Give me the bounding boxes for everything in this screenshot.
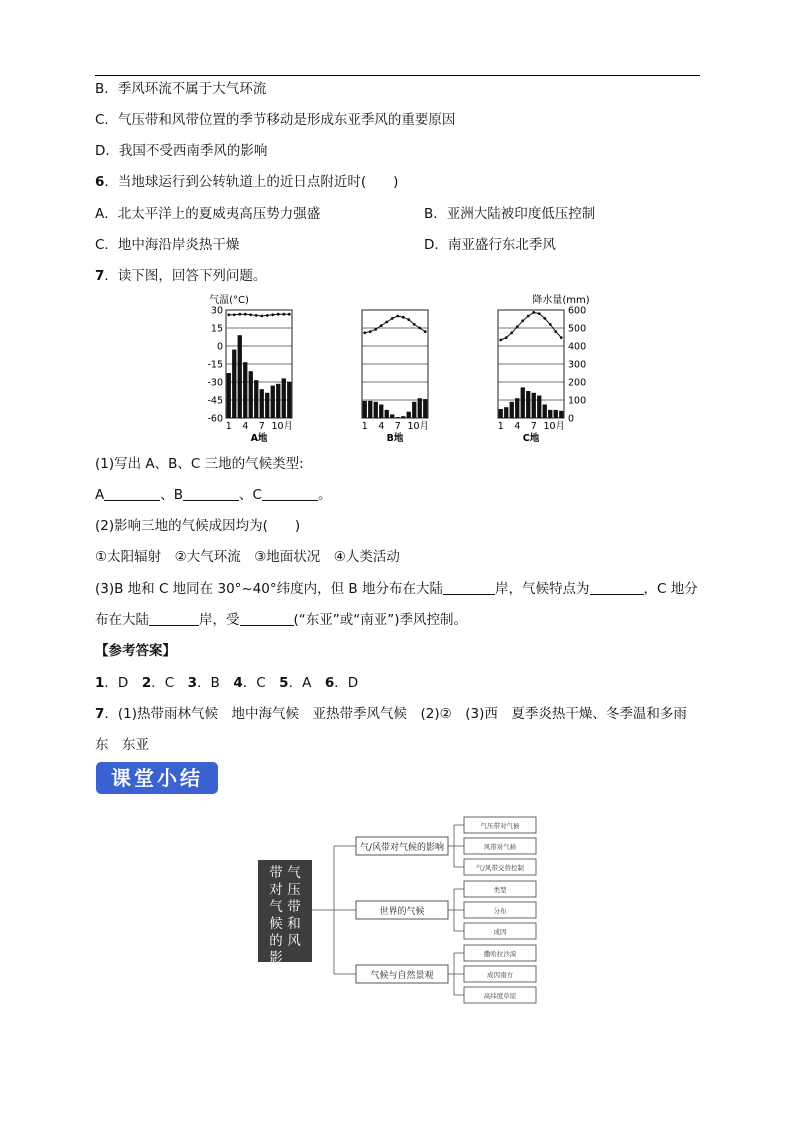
answer-value-6: ．D	[334, 675, 359, 691]
p3-text-e: 岸，受	[199, 612, 240, 628]
answer-number-4: 4	[233, 675, 243, 691]
temperature-point	[532, 311, 535, 314]
precipitation-bar	[559, 411, 563, 418]
blank-b-climate[interactable]	[590, 580, 644, 595]
temperature-point	[413, 323, 416, 326]
temperature-tick: 30	[210, 305, 223, 317]
answer-value-2: ．C	[151, 675, 188, 691]
q6-option-a: A．北太平洋上的夏威夷高压势力强盛	[95, 206, 321, 222]
temperature-tick: -60	[207, 413, 223, 425]
temperature-line	[501, 312, 562, 340]
temperature-point	[266, 314, 269, 317]
q7-part2: (2)影响三地的气候成因均为( )	[95, 518, 301, 534]
precipitation-bar	[407, 412, 411, 418]
temperature-point	[396, 315, 399, 318]
root-char: 压	[287, 882, 301, 898]
answer-value-4: ．C	[242, 675, 280, 691]
temperature-point	[385, 321, 388, 324]
answers-line-3: 东 东亚	[95, 737, 149, 753]
option-c-prev: C．气压带和风带位置的季节移动是形成东亚季风的重要原因	[95, 112, 456, 128]
precipitation-bar	[412, 402, 416, 418]
q7-part1: (1)写出 A、B、C 三地的气候类型:	[95, 456, 304, 472]
q7-part3-line1	[95, 580, 698, 598]
temperature-point	[549, 323, 552, 326]
month-tick: 10月	[407, 421, 430, 432]
label-a: A	[95, 487, 105, 503]
answer-value-3: ．B	[197, 675, 234, 691]
question-6	[95, 173, 398, 191]
temperature-axis-title: 气温(°C)	[209, 295, 249, 306]
temperature-point	[255, 314, 258, 317]
temperature-point	[260, 315, 263, 318]
p3-text-b: 岸，气候特点为	[495, 581, 590, 597]
precipitation-bar	[554, 410, 558, 418]
answers-line-2	[95, 705, 687, 723]
precipitation-bar	[374, 402, 378, 418]
q6-option-c: C．地中海沿岸炎热干燥	[95, 237, 240, 253]
precipitation-bar	[548, 410, 552, 418]
temperature-point	[227, 313, 230, 316]
answer-number-6: 6	[324, 675, 335, 691]
q7-part1-answers	[95, 486, 331, 504]
root-char: 带	[287, 899, 301, 915]
precipitation-bar	[363, 401, 367, 418]
precipitation-bar	[396, 417, 400, 418]
root-char: 对	[269, 882, 283, 898]
p3-text-d: 布在大陆	[95, 612, 149, 628]
leaf-label: 高纬度草原	[483, 992, 517, 1000]
p3-text-c: ，C 地分	[643, 581, 698, 597]
precipitation-bar	[249, 371, 253, 418]
month-tick: 4	[514, 421, 521, 432]
root-char: 风	[287, 933, 301, 949]
leaf-label: 成因	[493, 928, 507, 936]
q6-number: 6	[95, 174, 105, 190]
label-b: 、B	[160, 487, 184, 503]
precipitation-tick: 200	[568, 377, 587, 389]
month-tick: 1	[361, 421, 368, 432]
precipitation-bar	[227, 373, 231, 418]
temperature-tick: -45	[207, 395, 223, 407]
climate-chart-1	[226, 310, 293, 444]
branch-label: 气候与自然景观	[370, 971, 434, 981]
temperature-tick: 15	[210, 323, 223, 335]
leaf-label: 分布	[493, 907, 507, 915]
answer-number-5: 5	[279, 675, 289, 691]
precipitation-bar	[238, 335, 242, 418]
temperature-tick: 0	[216, 341, 223, 353]
answer-value-5: ．A	[288, 675, 325, 691]
root-char: 影	[269, 950, 283, 966]
temperature-line	[365, 316, 426, 333]
q6-option-b: B．亚洲大陆被印度低压控制	[424, 206, 596, 222]
precipitation-bar	[254, 380, 258, 418]
p3-text-a: (3)B 地和 C 地同在 30°~40°纬度内，但 B 地分布在大陆	[95, 581, 443, 597]
option-d-prev: D．我国不受西南季风的影响	[95, 143, 268, 159]
root-char: 响	[269, 967, 283, 983]
precipitation-tick: 300	[568, 359, 587, 371]
temperature-point	[527, 315, 530, 318]
temperature-point	[424, 330, 427, 333]
answer-number-2: 2	[141, 675, 152, 691]
period: 。	[317, 487, 332, 503]
chart-title: A地	[250, 433, 268, 444]
precipitation-axis-title: 降水量(mm)	[532, 295, 590, 306]
month-tick: 1	[497, 421, 504, 432]
blank-c-monsoon[interactable]	[240, 611, 294, 626]
temperature-point	[369, 330, 372, 333]
temperature-point	[521, 319, 524, 322]
precipitation-bar	[232, 350, 236, 418]
precipitation-bar	[510, 402, 514, 418]
month-tick: 10月	[271, 421, 294, 432]
blank-a[interactable]	[104, 486, 160, 501]
precipitation-tick: 100	[568, 395, 587, 407]
answer-7-number: 7	[95, 706, 105, 722]
label-c: 、C	[239, 487, 262, 503]
climate-chart-3	[498, 310, 565, 444]
branch-label: 气/风带对气候的影响	[359, 843, 445, 853]
precipitation-bar	[260, 389, 264, 418]
month-tick: 4	[378, 421, 385, 432]
precipitation-tick: 600	[568, 305, 587, 317]
temperature-point	[277, 313, 280, 316]
answers-title	[95, 642, 176, 660]
blank-c-coast[interactable]	[149, 611, 199, 626]
temperature-point	[560, 336, 563, 339]
precipitation-bar	[521, 387, 525, 418]
blank-b[interactable]	[183, 486, 239, 501]
root-text-col2	[269, 864, 283, 983]
summary-mindmap	[0, 810, 793, 1010]
climate-charts	[0, 290, 793, 450]
q7-part2-options: ①太阳辐射 ②大气环流 ③地面状况 ④人类活动	[95, 549, 400, 565]
header-rule	[95, 75, 700, 76]
month-tick: 10月	[543, 421, 566, 432]
leaf-label: 撒哈拉沙漠	[483, 950, 517, 958]
blank-c[interactable]	[262, 486, 318, 501]
precipitation-bar	[385, 410, 389, 418]
precipitation-bar	[537, 396, 541, 419]
temperature-point	[288, 313, 291, 316]
temperature-point	[510, 331, 513, 334]
root-char: 气	[269, 899, 283, 915]
chart-title: B地	[386, 433, 404, 444]
q6-stem: ．当地球运行到公转轨道上的近日点附近时( )	[104, 174, 399, 190]
root-char: 气	[287, 865, 301, 881]
root-node	[258, 860, 312, 962]
temperature-tick: -15	[207, 359, 223, 371]
q7-part3-line2	[95, 611, 467, 629]
month-tick: 4	[242, 421, 249, 432]
precipitation-bar	[515, 398, 519, 418]
root-text-col1	[287, 865, 301, 949]
precipitation-bar	[379, 405, 383, 419]
precipitation-bar	[423, 399, 427, 418]
temperature-point	[391, 317, 394, 320]
question-7	[95, 267, 266, 285]
branch-label: 世界的气候	[379, 907, 425, 917]
root-char: 带	[269, 865, 283, 881]
leaf-label: 成因南方	[487, 971, 513, 979]
badge-text: 课堂小结	[111, 766, 203, 790]
temperature-point	[244, 313, 247, 316]
temperature-point	[249, 313, 252, 316]
answer-value-1: ．D	[104, 675, 142, 691]
temperature-point	[363, 331, 366, 334]
temperature-point	[499, 339, 502, 342]
temperature-point	[374, 328, 377, 331]
precipitation-tick: 500	[568, 323, 587, 335]
leaf-label: 类型	[493, 886, 507, 894]
answer-number-1: 1	[95, 675, 105, 691]
temperature-tick: -30	[207, 377, 223, 389]
root-char: 和	[287, 916, 301, 932]
temperature-point	[418, 327, 421, 330]
precipitation-bar	[504, 407, 508, 418]
class-summary-badge	[96, 762, 218, 794]
q7-number: 7	[95, 268, 105, 284]
leaf-label: 风带对气候	[483, 843, 517, 851]
precipitation-bar	[265, 393, 269, 418]
temperature-point	[238, 313, 241, 316]
precipitation-bar	[390, 414, 394, 418]
chart-title: C地	[522, 433, 540, 444]
temperature-point	[516, 325, 519, 328]
temperature-line	[229, 314, 290, 316]
precipitation-bar	[499, 409, 503, 418]
q7-stem: ．读下图，回答下列问题。	[104, 268, 267, 284]
climate-chart-2	[362, 310, 429, 444]
month-tick: 7	[394, 421, 401, 432]
blank-b-coast[interactable]	[443, 580, 495, 595]
temperature-point	[271, 313, 274, 316]
answers-title-text: 【参考答案】	[95, 643, 176, 659]
leaf-label: 气/风带交替控制	[476, 864, 524, 872]
month-tick: 1	[225, 421, 232, 432]
temperature-point	[282, 313, 285, 316]
p3-text-f: (“东亚”或“南亚”)季风控制。	[293, 612, 468, 628]
precipitation-tick: 400	[568, 341, 587, 353]
precipitation-bar	[243, 362, 247, 418]
temperature-point	[505, 336, 508, 339]
leaf-label: 气压带对气候	[480, 822, 520, 830]
option-b-prev: B．季风环流不属于大气环流	[95, 81, 267, 97]
temperature-point	[402, 316, 405, 319]
precipitation-tick: 0	[568, 413, 575, 425]
precipitation-bar	[418, 398, 422, 418]
answers-line-1	[95, 674, 358, 692]
precipitation-bar	[401, 416, 405, 418]
month-tick: 7	[530, 421, 537, 432]
answer-7-text: ．(1)热带雨林气候 地中海气候 亚热带季风气候 (2)② (3)西 夏季炎热干燥、冬季温和多雨	[104, 706, 687, 722]
q6-option-d: D．南亚盛行东北季风	[424, 237, 556, 253]
precipitation-bar	[282, 378, 286, 418]
temperature-point	[407, 318, 410, 321]
temperature-point	[538, 312, 541, 315]
temperature-point	[554, 330, 557, 333]
precipitation-bar	[526, 391, 530, 418]
root-char: 候	[269, 916, 283, 932]
temperature-point	[543, 317, 546, 320]
month-tick: 7	[258, 421, 265, 432]
precipitation-bar	[276, 384, 280, 418]
root-char: 的	[269, 933, 283, 949]
precipitation-bar	[271, 386, 275, 418]
precipitation-bar	[287, 382, 291, 418]
temperature-point	[380, 324, 383, 327]
precipitation-bar	[543, 405, 547, 419]
precipitation-bar	[532, 393, 536, 418]
answer-number-3: 3	[187, 675, 198, 691]
precipitation-bar	[368, 401, 372, 418]
temperature-point	[233, 313, 236, 316]
